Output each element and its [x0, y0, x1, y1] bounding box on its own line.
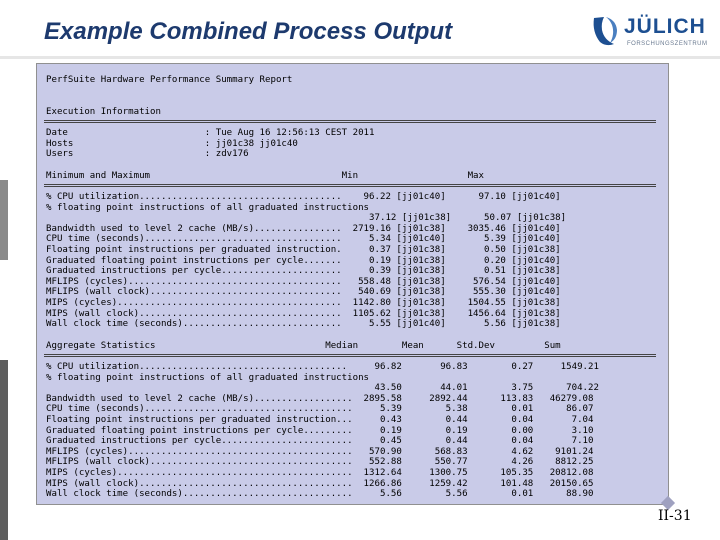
logo-subtext: FORSCHUNGSZENTRUM	[627, 41, 708, 47]
minmax-row: % floating point instructions of all graduated instructions	[46, 202, 370, 213]
julich-logo	[590, 14, 708, 52]
title-divider	[0, 56, 720, 59]
execution-row: Users : zdv176	[46, 149, 249, 160]
minmax-row: 37.12 [jj01c38] 50.07 [jj01c38]	[46, 213, 567, 224]
aggregate-row: MFLIPS (wall clock)..................................... 552.88 550.77 4.26 8812.25	[46, 457, 594, 468]
execution-section-title: Execution Information	[46, 107, 161, 117]
aggregate-row: MIPS (cycles)........................................... 1312.64 1300.75 105.35 20812.08	[46, 467, 594, 478]
execution-rows	[46, 128, 375, 160]
minmax-row: Wall clock time (seconds)............................. 5.55 [jj01c40] 5.56 [jj01c38]	[46, 319, 561, 330]
aggregate-row: MFLIPS (cycles)......................................... 570.90 568.83 4.62 9101.24	[46, 446, 594, 457]
minmax-header: Minimum and Maximum Min Max	[46, 171, 484, 181]
minmax-row: Graduated floating point instructions per cycle....... 0.19 [jj01c38] 0.20 [jj01c40]	[46, 255, 561, 266]
aggregate-row: 43.50 44.01 3.75 704.22	[46, 383, 599, 394]
side-decoration-bar	[0, 180, 8, 260]
aggregate-row: Floating point instructions per graduated instruction... 0.43 0.44 0.04 7.04	[46, 414, 594, 425]
minmax-row: MFLIPS (cycles)....................................... 558.48 [jj01c38] 576.54 [jj01c40]	[46, 276, 561, 287]
minmax-row: Graduated instructions per cycle...................... 0.39 [jj01c38] 0.51 [jj01c38]	[46, 266, 561, 277]
aggregate-row: CPU time (seconds)...................................... 5.39 5.38 0.01 86.07	[46, 404, 594, 415]
minmax-rows	[46, 192, 566, 330]
slide-title: Example Combined Process Output	[44, 18, 453, 45]
minmax-row: Floating point instructions per graduated instruction. 0.37 [jj01c38] 0.50 [jj01c38]	[46, 244, 561, 255]
execution-section-title-block	[46, 107, 161, 118]
aggregate-header: Aggregate Statistics Median Mean Std.Dev Sum	[46, 341, 561, 351]
aggregate-row: % CPU utilization...................................... 96.82 96.83 0.27 1549.21	[46, 362, 599, 372]
minmax-row: MFLIPS (wall clock)................................... 540.69 [jj01c38] 555.30 [jj01c40]	[46, 287, 561, 298]
aggregate-row: MIPS (wall clock)....................................... 1266.86 1259.42 101.48 20150.65	[46, 478, 594, 489]
minmax-row: CPU time (seconds).................................... 5.34 [jj01c40] 5.39 [jj01c40]	[46, 234, 561, 245]
execution-row: Date : Tue Aug 16 12:56:13 CEST 2011	[46, 128, 375, 138]
minmax-row: MIPS (wall clock)..................................... 1105.62 [jj01c38] 1456.64 [jj01c38]	[46, 308, 561, 319]
minmax-row: % CPU utilization..................................... 96.22 [jj01c40] 97.10 [jj01c40]	[46, 192, 561, 202]
section-rule	[44, 184, 656, 187]
page-number: II-31	[658, 508, 692, 524]
aggregate-row: Bandwidth used to level 2 cache (MB/s).................. 2895.58 2892.44 113.83 46279.08	[46, 393, 594, 404]
report-document	[36, 63, 669, 505]
report-header: PerfSuite Hardware Performance Summary Report	[46, 75, 293, 85]
aggregate-row: Graduated floating point instructions per cycle......... 0.19 0.19 0.00 3.10	[46, 425, 594, 436]
execution-row: Hosts : jj01c38 jj01c40	[46, 138, 298, 149]
julich-emblem-icon	[590, 14, 620, 48]
side-decoration-bar-lower	[0, 360, 8, 540]
minmax-header-block	[46, 171, 484, 182]
report-header-block	[46, 75, 292, 86]
minmax-row: MIPS (cycles)......................................... 1142.80 [jj01c38] 1504.55 [jj01c38]	[46, 297, 561, 308]
section-rule	[44, 354, 656, 357]
aggregate-row: % floating point instructions of all graduated instructions	[46, 372, 370, 383]
aggregate-row: Graduated instructions per cycle........................ 0.45 0.44 0.04 7.10	[46, 436, 594, 447]
aggregate-header-block	[46, 341, 561, 352]
minmax-row: Bandwidth used to level 2 cache (MB/s)................ 2719.16 [jj01c38] 3035.46 [jj01c40]	[46, 223, 561, 234]
logo-wordmark: JÜLICH	[624, 15, 706, 38]
aggregate-rows	[46, 362, 599, 500]
aggregate-row: Wall clock time (seconds)............................... 5.56 5.56 0.01 88.90	[46, 489, 594, 500]
section-rule	[44, 120, 656, 123]
